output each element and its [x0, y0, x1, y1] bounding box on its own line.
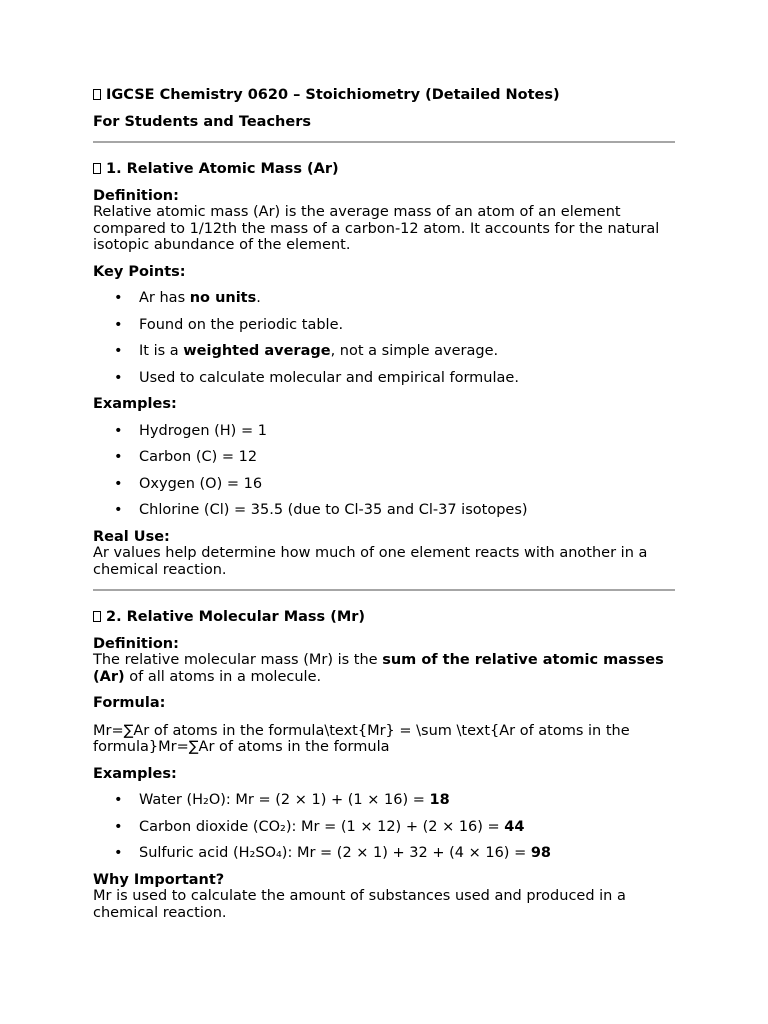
key-points-list: [93, 290, 675, 386]
why-important-label: Why Important?: [93, 871, 225, 888]
list-item: • Oxygen (O) = 16: [114, 475, 263, 492]
bullet-icon: •: [114, 290, 123, 306]
bullet-icon: •: [114, 422, 123, 439]
list-item: • Ar has no units.: [114, 290, 261, 306]
definition-label: Definition:: [93, 187, 179, 204]
bullet-icon: •: [114, 502, 123, 518]
formula-text: Mr=∑Ar of atoms in the formula\text{Mr} = \sum \text{Ar of atoms in the formula}Mr=∑Ar of atoms in the formula: [93, 722, 630, 755]
list-item: • Carbon (C) = 12: [114, 449, 258, 465]
list-item: • Carbon dioxide (CO₂): Mr = (1 × 12) + (2 × 16) = 44: [114, 818, 525, 835]
list-item: • Water (H₂O): Mr = (2 × 1) + (1 × 16) = 18: [114, 792, 450, 808]
section-2-heading: 2. Relative Molecular Mass (Mr): [93, 609, 675, 626]
definition-text: Relative atomic mass (Ar) is the average mass of an atom of an element compared to 1/12th the mass of a carbon-12 atom. It accounts for the natural isotopic abundance of the element.: [93, 204, 660, 253]
bullet-icon: •: [114, 449, 123, 465]
missing-glyph-icon: [93, 89, 101, 100]
examples-label: Examples:: [93, 765, 177, 782]
key-points-label: Key Points:: [93, 263, 186, 280]
bullet-icon: •: [114, 475, 123, 492]
document-title: IGCSE Chemistry 0620 – Stoichiometry (Detailed Notes): [93, 87, 675, 104]
bullet-icon: •: [114, 792, 123, 808]
document-body: [93, 87, 675, 921]
missing-glyph-icon: [93, 163, 101, 174]
section-1-heading: 1. Relative Atomic Mass (Ar): [93, 161, 675, 178]
examples-list: [93, 423, 675, 519]
list-item: • Found on the periodic table.: [114, 316, 344, 333]
formula-label: Formula:: [93, 695, 166, 711]
real-use-label: Real Use:: [93, 528, 170, 545]
examples-list: [93, 792, 675, 862]
examples-label: Examples:: [93, 396, 177, 412]
bullet-icon: •: [114, 369, 123, 386]
definition-label: Definition:: [93, 635, 179, 652]
real-use-text: Ar values help determine how much of one element reacts with another in a chemical reaction.: [93, 545, 648, 578]
definition-text: The relative molecular mass (Mr) is the sum of the relative atomic masses (Ar) of all atoms in a molecule.: [93, 652, 664, 685]
bullet-icon: •: [114, 818, 123, 835]
document-subtitle: For Students and Teachers: [93, 113, 311, 130]
bullet-icon: •: [114, 343, 123, 359]
list-item: • Used to calculate molecular and empirical formulae.: [114, 369, 519, 386]
list-item: • It is a weighted average, not a simple average.: [114, 343, 499, 359]
list-item: • Chlorine (Cl) = 35.5 (due to Cl-35 and Cl-37 isotopes): [114, 502, 528, 518]
why-important-text: Mr is used to calculate the amount of substances used and produced in a chemical reaction.: [93, 888, 626, 921]
list-item: • Sulfuric acid (H₂SO₄): Mr = (2 × 1) + 32 + (4 × 16) = 98: [114, 845, 552, 861]
missing-glyph-icon: [93, 611, 101, 622]
bullet-icon: •: [114, 316, 123, 333]
bullet-icon: •: [114, 845, 123, 861]
list-item: • Hydrogen (H) = 1: [114, 422, 267, 439]
